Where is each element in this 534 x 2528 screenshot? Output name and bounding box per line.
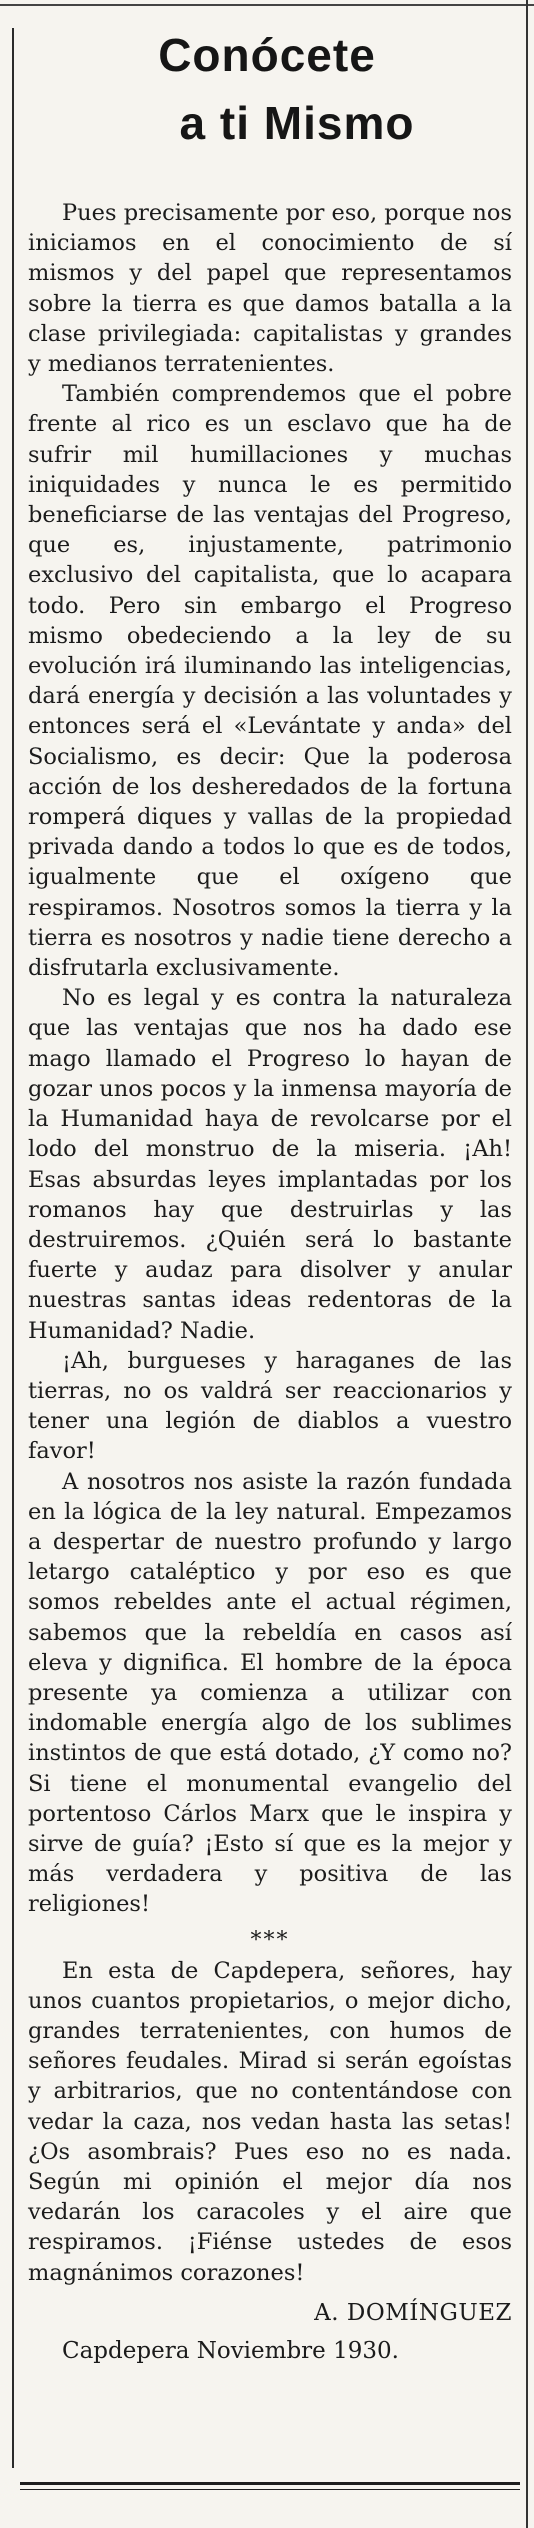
- bottom-rule-thin: [20, 2489, 520, 2490]
- paragraph-5: A nosotros nos asiste la razón fundada en la lógica de la ley natural. Empezamos a despertar de nuestro profundo y largo letargo cataléptico y por eso es que somos rebeldes ante el actual régimen, sabemos que la rebeldía en casos así eleva y dignifica. El hombre de la época presente ya comienza a utilizar con indomable energía algo de los sublimes instintos de que está dotado, ¿Y como no? Si tiene el monumental evangelio del portentoso Cárlos Marx que le inspira y sirve de guía? ¡Esto sí que es la mejor y más verdadera y positiva de las religiones!: [28, 1468, 512, 1918]
- section-separator: ***: [250, 1927, 290, 1953]
- paragraph-3: No es legal y es contra la naturaleza que las ventajas que nos ha dado ese mago llamado el Progreso lo hayan de gozar unos pocos y la inmensa mayoría de la Humanidad haya de revolcarse por el lodo del monstruo de la miseria. ¡Ah! Esas absurdas leyes implantadas por los romanos hay que destruirlas y las destruiremos. ¿Quién será lo bastante fuerte y audaz para disolver y anular nuestras santas ideas redentoras de la Humanidad? Nadie.: [28, 985, 512, 1344]
- article-body: [28, 198, 512, 2366]
- right-column-rule: [526, 0, 528, 2528]
- bottom-rule-thick: [20, 2482, 520, 2485]
- top-rule: [0, 4, 534, 6]
- closing-paragraph: En esta de Capdepera, señores, hay unos cuantos propietarios, o mejor dicho, grandes terratenientes, con humos de señores feudales. Mirad si serán egoístas y arbitrarios, que no contentándose con vedar la caza, nos vedan hasta las setas! ¿Os asombrais? Pues eso no es nada. Según mi opinión el mejor día nos vedarán los caracoles y el aire que respiramos. ¡Fiénse ustedes de esos magnánimos corazones!: [28, 1957, 512, 2286]
- headline-line-1: Conócete: [158, 29, 376, 81]
- paragraph-4: ¡Ah, burgueses y haraganes de las tierras, no os valdrá ser reaccionarios y tener una legión de diablos a vuestro favor!: [28, 1347, 512, 1465]
- dateline: Capdepera Noviembre 1930.: [62, 2338, 399, 2365]
- paragraph-2: También comprendemos que el pobre frente al rico es un esclavo que ha de sufrir mil humillaciones y muchas iniquidades y nunca le es permitido beneficiarse de las ventajas del Progreso, que es, injustamente, patrimonio exclusivo del capitalista, que lo acapara todo. Pero sin embargo el Progreso mismo obedeciendo a la ley de su evolución irá iluminando las inteligencias, dará energía y decisión a las voluntades y entonces será el «Levántate y anda» del Socialismo, es decir: Que la poderosa acción de los desheredados de la fortuna romperá diques y vallas de la propiedad privada dando a todos lo que es de todos, igualmente que el oxígeno que respiramos. Nosotros somos la tierra y la tierra es nosotros y nadie tiene derecho a disfrutarla exclusivamente.: [28, 381, 512, 982]
- headline-line-2: a ti Mismo: [179, 97, 415, 149]
- left-column-rule: [12, 28, 14, 2468]
- paragraph-1: Pues precisamente por eso, porque nos iniciamos en el conocimiento de sí mismos y del papel que representamos sobre la tierra es que damos batalla a la clase privilegiada: capitalistas y grandes y medianos terratenientes.: [28, 200, 512, 378]
- author-signature: A. DOMÍNGUEZ: [314, 2299, 512, 2326]
